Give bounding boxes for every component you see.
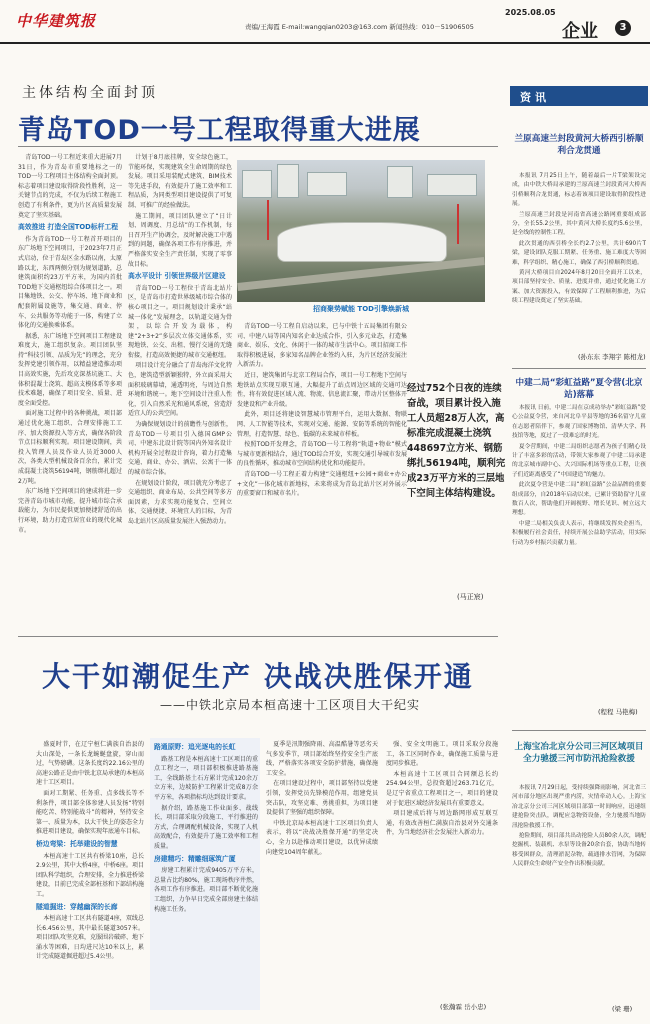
- paragraph: 在规划设计阶段，项目就充分考虑了交通组织、商业布局、公共空间等多方面因素，力求实现功能复合、空间立体、交通便捷、环境宜人的目标，为青岛北站片区高质量发展注入强劲动力。: [128, 479, 232, 525]
- paragraph: 在项目建设过程中，项目部坚持以党建引领，发挥党员先锋模范作用，组建党员突击队，攻坚克难、勇挑重担，为项目建设提供了坚强的组织保障。: [266, 780, 378, 817]
- page-number-badge: 3: [615, 20, 631, 36]
- paragraph: 中建二局相关负责人表示，将继续发挥央企担当，积极履行社会责任，持续开展公益助学活动，用实际行动为乡村振兴贡献力量。: [512, 520, 646, 546]
- paragraph: 中铁北京局本桓高速十工区项目负责人表示，将以“决战决胜保开通”的坚定决心，全力以赴推动项目建设，以优异成绩向建党104周年献礼。: [266, 819, 378, 856]
- headline-rule: [18, 146, 498, 147]
- brief3-byline: (梁 珊): [612, 1005, 633, 1013]
- paragraph: 青岛TOD一号工程正着力构建“交通枢纽+公园+商业+办公+文化”一体化城市新地标，未来将成为青岛北站片区对外展示的重要窗口和城市名片。: [237, 470, 407, 498]
- paragraph: 强、安全文明施工。项目采取分段施工，各工区同时作业，确保施工质量与进度同步推进。: [386, 741, 498, 768]
- brief3-headline: 上海宝冶北京分公司三河区域项目全力驰援三河市防汛抢险救援: [514, 742, 644, 764]
- paragraph: 面对工期紧、任务重、点多线长等不利条件，项目部全体参建人员发扬“特别能吃苦、特别能战斗”的精神，坚持安全第一、质量为本，以大干快上的姿态全力推进项目建设，确保实现年底通车目标。: [36, 789, 144, 836]
- article2-column-4: [386, 740, 498, 998]
- article2-column-3: [266, 740, 378, 1010]
- paragraph: 本桓高速十工区项目合同额总长约254.94公里，总投资超过263.71亿元，是辽宁省重点工程项目之一，项目的建设对于促进区域经济发展具有重要意义。: [386, 770, 498, 807]
- article2-byline: (张瀚霖 岳小忠): [440, 1003, 487, 1011]
- paragraph: 青岛TOD一号工程自启动以来，已与中铁十五局集团有限公司、中建八局等国内知名企业达成合作，引入多元业态，打造集商业、娱乐、文化、休闲于一体的城市生活中心。项目招商工作取得积极进展，多家知名品牌企业签约入驻，为片区经济发展注入新活力。: [237, 323, 407, 369]
- paragraph: 近日，建筑集团与北京工程局合作，项目一号工程地下空间与地铁站点实现互联互通，大幅提升了站点周边区域的交通可达性，将有效促进区域人流、物流、信息流汇聚，带动片区整体开发建设和产业升级。: [237, 371, 407, 408]
- sidebar-divider: [512, 368, 646, 369]
- paragraph: 盛夏时节，在辽宁桓仁满族自治县的大山深处，一条长龙蜿蜒盘旋，穿山而过，气势磅礴。这条长度约22.16公里的高速公路正是由中铁北京局承建的本桓高速十工区项目。: [36, 741, 144, 787]
- news-brief-banner: 资讯: [510, 86, 648, 106]
- article2-subtitle: ——中铁北京局本桓高速十工区项目大干纪实: [160, 698, 421, 712]
- paragraph: 房建工程累计完成9405万平方米，总量占比约80%，施工现场秩序井然，各项工作有序推进。项目部不断优化施工组织，力争早日完成全部房建主体结构施工任务。: [154, 867, 258, 913]
- masthead: [0, 0, 650, 44]
- brief1-body: [512, 172, 646, 350]
- paragraph: 面对施工过程中的各种挑战，项目部通过优化施工组织、合理安排施工工序、加大资源投入等方式，确保各阶段节点目标顺利实现。项目建设期间，共投入管理人员及作业人员近3000人次，各类大型机械设备百余台，累计完成混凝土浇筑56194吨，钢筋绑扎超过2万吨。: [18, 410, 122, 485]
- section-rule: [18, 636, 498, 637]
- brief1-headline: 兰原高速兰封段黄河大桥西引桥顺利合龙贯通: [514, 134, 644, 156]
- article2-column-1: [36, 740, 144, 1010]
- article1-kicker: 主体结构全面封顶: [22, 85, 158, 101]
- paragraph: 黄河大桥项目自2024年8月20日全面开工以来，项目部坚持安全、质量、进度并重，通过优化施工方案、加大资源投入，有效保障了工程顺利推进，为后续工程建设奠定了坚实基础。: [512, 270, 646, 305]
- article1-headline: 青岛TOD一号工程取得重大进展: [18, 115, 421, 146]
- paragraph: 兰原高速兰封段是河南省高速公路网重要组成部分，全长55.2公里，其中黄河大桥长度约5.6公里，是全线的控制性工程。: [512, 211, 646, 237]
- paragraph: 本桓高速十工区共有隧道4座，双线总长6.456公里，其中最长隧道3057米。项目团队攻坚克难，克服围岩破碎、地下涌水等困难，日均进尺达10米以上，累计完成隧道掘进超过5.4公里。: [36, 915, 144, 961]
- paragraph: 青岛TOD一号工程位于青岛北站片区，是青岛市打造世界级城市综合体的核心项目之一。项目规划设计秉承“站城一体化”发展理念，以轨道交通为骨架，以综合开发为载体，构建“2+3+2”多层次立体交通体系，实现地铁、公交、出租、慢行交通的无缝衔接，打造高效便捷的城市交通枢纽。: [128, 284, 232, 359]
- pull-quote: 经过752个日夜的连续奋战，项目累计投入施工人员超28万人次，高标准完成混凝土浇筑448697立方米、钢筋绑扎56194吨，顺利完成23万平方米的三层地下空间主体结构建设。: [407, 383, 506, 499]
- paragraph: 路基工程是本桓高速十工区项目的重点工程之一，项目部积极推进路基施工，全线路基土石方累计完成120余万立方米，边坡防护工程累计完成8万余平方米，各项指标均达到设计要求。: [154, 755, 258, 801]
- paragraph: 本桓高速十工区共有桥梁10座，总长2.9公里，其中大桥4座，中桥6座。项目团队科学组织，合理安排，全力推进桥梁建设，目前已完成全部桩基和下部结构施工。: [36, 852, 144, 898]
- subhead: 高效推进 打造全国TOD标杆工程: [18, 223, 118, 232]
- paragraph: 本报讯 日前，中建二局在京成功举办“彩虹益路”爱心公益夏令营，来自河北阜平县等地的36名留守儿童在志愿者陪伴下，参观了国家博物馆、清华大学、科技馆等地，度过了一段难忘的时光。: [512, 405, 646, 440]
- paragraph: 此次夏令营是中建二局“彩虹益路”公益品牌的重要组成部分，自2018年启动以来，已累计资助留守儿童数百人次，帮助他们开阔视野、增长见识、树立远大理想。: [512, 482, 646, 517]
- brief2-body: [512, 404, 646, 704]
- editor-line: 责编/王海霞 E-mail:wangqian0203@163.com 新闻热线：010－51906505: [245, 23, 474, 31]
- paragraph: 夏季是汛期强降雨、高温酷暑等恶劣天气多发季节，项目部始终坚持安全生产底线，严格落实各项安全防护措施，确保施工安全。: [266, 741, 378, 777]
- photo-caption: 招商聚势赋能 TOD引擎焕新城: [313, 305, 409, 313]
- brief1-byline: (孙东东 李翔宇 陈相龙): [578, 353, 646, 361]
- paragraph: 计划于8月底挂牌，安全绿色施工，节能环保，实现建筑全生命周期的绿色发展。项目采用装配式建筑、BIM技术等先进手段，有效提升了施工效率和工程品质，为同类型项目建设提供了可复制、可推广的经验做法。: [128, 154, 232, 209]
- paragraph: 施工期间，项目团队建立了“日计划、周调度、月总结”的工作机制，每日召开生产协调会，及时解决施工中遇到的问题，确保各项工作有序推进，并严格落实安全生产责任制，实现了零事故目标。: [128, 212, 232, 268]
- paragraph: 此次贯通的西引桥全长约2.7公里，共计690片T梁，建设团队克服工期紧、任务重、施工难度大等困难，科学组织、精心施工，确保了西引桥顺利贯通。: [512, 240, 646, 266]
- subhead: 桥边弯梁：托举建设的智慧: [36, 839, 118, 848]
- article2-headline: 大干如潮促生产 决战决胜保开通: [42, 660, 474, 693]
- section-title: 企业: [562, 21, 598, 42]
- paragraph: 本报讯 7月29日起，受持续强降雨影响，河北省三河市部分地区出现严重内涝，灾情牵动人心。上海宝冶北京分公司三河区域项目部第一时间响应，迅速组建抢险突击队，调配应急物资设备，全力驰援当地防汛抢险救援工作。: [512, 785, 646, 829]
- article1-column-3: [237, 322, 407, 617]
- paragraph: 本报讯 7月25日上午，随着最后一片T梁架设完成，由中铁大桥局承建的兰原高速兰封段黄河大桥西引桥顺利合龙贯通，标志着该项目建设取得阶段性进展。: [512, 173, 646, 208]
- paragraph: 青岛TOD一号工程近来重大进展7月31日，作为青岛市重要地标之一的TOD一号工程项目主体结构全面封顶。标志着项目建设取得阶段性胜利，这一关键节点的完成，不仅为后续工程施工创造了有利条件，更为片区高质量发展奠定了坚实基础。: [18, 154, 122, 219]
- paragraph: 东广场地下空间项目的建成将进一步完善青岛市城市功能，提升城市综合承载能力，为市民提供更加便捷舒适的出行环境，助力打造宜居宜业的现代化城市。: [18, 488, 122, 534]
- paragraph: 此外，项目还将建设智慧城市管理平台，运用大数据、物联网、人工智能等技术，实现对交通、能源、安防等系统的智能化管理，打造智慧、绿色、低碳的未来城市样板。: [237, 411, 407, 438]
- paragraph: 夏令营期间，中建二局组织志愿者为孩子们精心设计了丰富多彩的活动，带领大家参观了中建二局承建的北京城市副中心、大兴国际机场等重点工程，让孩子们近距离感受了“中国建造”的魅力。: [512, 443, 646, 478]
- issue-date: 2025.08.05: [505, 8, 556, 17]
- brief2-byline: (程程 马艳梅): [598, 708, 638, 716]
- construction-site-photo: [237, 160, 485, 302]
- sidebar-divider-2: [512, 730, 646, 731]
- paragraph: 项目设计充分融合了青岛海洋文化特色，建筑造型新颖独特，外立面采用大面积玻璃幕墙，通透明亮，与周边自然环境和谐统一。地下空间设计注重人性化，引入自然采光和通风系统，营造舒适宜人的公共空间。: [128, 362, 232, 418]
- paragraph: 作为青岛TOD一号工程首开项目的东广场地下空间项目，于2023年7月正式启动，位于青岛区金水路以南，太原路以北，东西两侧分别为规划道路，总建筑面积约23万平方米，为国内首批TOD地下交通枢纽综合体项目之一。项目集地铁、公交、停车场、地下商业和配套附属设施等，集交通、商业、停车、公共服务等功能于一体，构建了立体化的交通换乘体系。: [18, 235, 122, 330]
- newspaper-logo: 中华建筑报: [16, 12, 97, 30]
- subhead: 高水平设计 引领世界级片区建设: [128, 272, 226, 281]
- subhead: 房建精巧：精雕细琢筑广厦: [154, 854, 236, 863]
- article1-column-2: [128, 153, 232, 613]
- paragraph: 按照TOD开发理念，青岛TOD一号工程将“轨道+物业”模式与城市更新相结合，通过TOD综合开发，实现交通引导城市发展的良性循环，推动城市空间结构优化和功能提升。: [237, 441, 407, 468]
- subhead: 隧道掘进：穿越幽深的长廊: [36, 902, 118, 911]
- article1-column-1: [18, 153, 122, 613]
- paragraph: 项目建成后将与周边路网形成互联互通，有效改善桓仁满族自治县对外交通条件，为当地经济社会发展注入新动力。: [386, 810, 498, 837]
- article1-byline: (马正宸): [457, 593, 484, 601]
- paragraph: 据介绍，路基施工作业面多、战线长，项目部采取分段施工、平行推进的方式，合理调配机械设备，实现了人机高效配合，有效提升了施工效率和工程质量。: [154, 804, 258, 850]
- subhead: 路通原野：追光逐电的长虹: [154, 743, 236, 751]
- brief2-headline: 中建二局“彩虹益路”夏令营(北京站)落幕: [515, 378, 643, 400]
- paragraph: 据悉，东广场地下空间项目工程建设难度大，施工组织复杂。项目团队坚持“科技引领、品质为先”的理念，充分发挥党建引领作用，以精益建造推动项目高效实施，先后攻克深基坑施工、大体积混凝土浇筑、超高支模体系等多项技术难题，确保了项目安全、质量、进度全面受控。: [18, 332, 122, 407]
- brief3-body: [512, 784, 646, 1002]
- paragraph: 抢险期间，项目部共出动抢险人员80余人次，调配挖掘机、装载机、水泵等设备20余台套，协助当地转移受困群众，清理淤泥杂物，疏通排水管网，为保障人民群众生命财产安全作出积极贡献。: [512, 833, 646, 868]
- article2-column-2: [154, 740, 258, 1010]
- paragraph: 为确保规划设计的前瞻性与创新性，青岛TOD一号项目引入德国GMP公司、中建东北设计院等国内外知名设计机构开展全过程设计咨询，着力打造集交通、商业、办公、酒店、公寓于一体的城市综合体。: [128, 421, 232, 476]
